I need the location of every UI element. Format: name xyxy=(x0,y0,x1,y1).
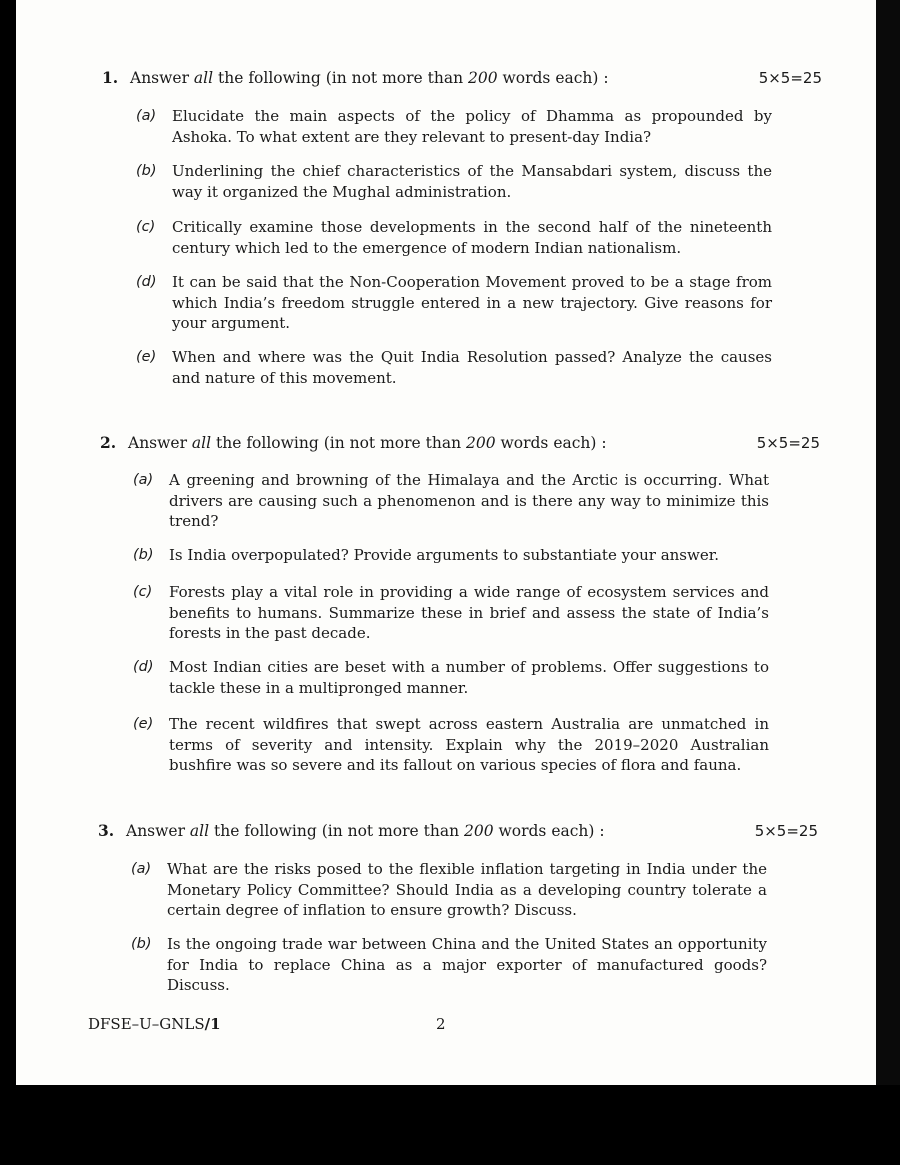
question-marks: 5×5=25 xyxy=(754,822,818,840)
question-instruction: Answer all the following (in not more than 200 words each) : xyxy=(130,69,609,87)
part-text: Is India overpopulated? Provide arguments to substantiate your answer. xyxy=(169,546,720,564)
part-label: (d) xyxy=(136,274,157,290)
part-label: (d) xyxy=(133,659,154,675)
part-text: It can be said that the Non-Cooperation Movement proved to be a stage from which India’s freedom struggle entered in a new trajectory. Give reasons for your argument. xyxy=(172,273,772,332)
question-marks: 5×5=25 xyxy=(756,434,820,452)
part-label: (b) xyxy=(131,936,152,952)
part-text: Most Indian cities are beset with a number of problems. Offer suggestions to tackle these in a multipronged manner. xyxy=(169,658,769,697)
part-label: (a) xyxy=(133,472,154,488)
part-text: A greening and browning of the Himalaya and the Arctic is occurring. What drivers are causing such a phenomenon and is there any way to minimize this trend? xyxy=(169,471,769,530)
question-instruction: Answer all the following (in not more than 200 words each) : xyxy=(128,434,607,452)
question-1-heading xyxy=(102,67,822,91)
part-label: (a) xyxy=(136,108,157,124)
part-text: Critically examine those developments in the second half of the nineteenth century which led to the emergence of modern Indian nationalism. xyxy=(172,218,772,257)
question-number: 1. xyxy=(102,68,119,87)
part-label: (b) xyxy=(133,547,154,563)
part-text: The recent wildfires that swept across eastern Australia are unmatched in terms of severity and intensity. Explain why the 2019–2020 Australian bushfire was so severe and its fallout on various species of flora and fauna. xyxy=(169,715,769,774)
question-number: 3. xyxy=(98,821,115,840)
page-number: 2 xyxy=(436,1015,446,1033)
part-label: (c) xyxy=(136,219,156,235)
part-label: (a) xyxy=(131,861,152,877)
question-2-heading xyxy=(100,432,820,456)
part-text: Is the ongoing trade war between China and the United States an opportunity for India to replace China as a major exporter of manufactured goods? Discuss. xyxy=(167,935,767,994)
paper-code: DFSE–U–GNLS/1 xyxy=(88,1015,221,1033)
question-marks: 5×5=25 xyxy=(758,69,822,87)
part-label: (e) xyxy=(133,716,154,732)
part-text: Forests play a vital role in providing a wide range of ecosystem services and benefits to humans. Summarize these in brief and assess the state of India’s forests in the past decade. xyxy=(169,583,769,642)
exam-page xyxy=(16,0,876,1085)
part-label: (c) xyxy=(133,584,153,600)
part-text: When and where was the Quit India Resolution passed? Analyze the causes and nature of this movement. xyxy=(172,348,772,387)
scan-edge xyxy=(876,0,900,1085)
question-instruction: Answer all the following (in not more than 200 words each) : xyxy=(126,822,605,840)
question-number: 2. xyxy=(100,433,117,452)
part-label: (e) xyxy=(136,349,157,365)
part-text: Elucidate the main aspects of the policy of Dhamma as propounded by Ashoka. To what extent are they relevant to present-day India? xyxy=(172,107,772,146)
question-3-heading xyxy=(98,820,818,844)
part-text: Underlining the chief characteristics of the Mansabdari system, discuss the way it organized the Mughal administration. xyxy=(172,162,772,201)
part-text: What are the risks posed to the flexible inflation targeting in India under the Monetary Policy Committee? Should India as a developing country tolerate a certain degree of inflation to ensure growth? Discuss. xyxy=(167,860,767,919)
part-label: (b) xyxy=(136,163,157,179)
